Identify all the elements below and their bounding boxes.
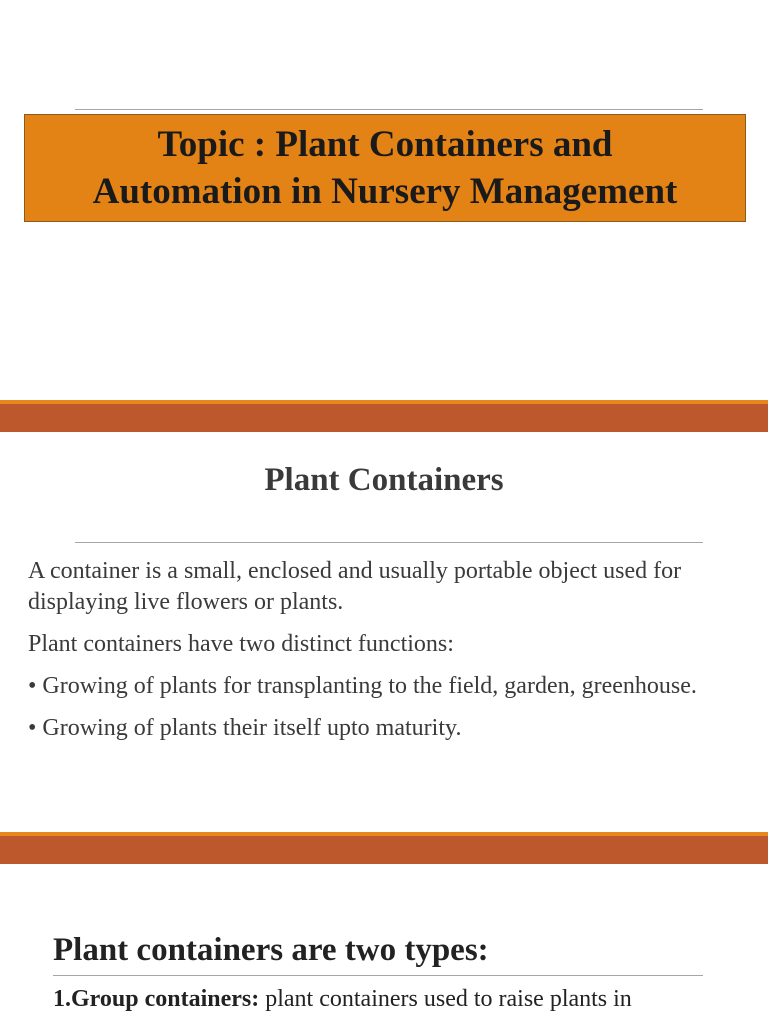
paragraph: Plant containers have two distinct functions: <box>28 631 454 657</box>
slide-title-text: Topic : Plant Containers and Automation in Nursery Management <box>92 124 678 212</box>
slide2-body <box>28 556 728 755</box>
bullet-item: • Growing of plants for transplanting to the field, garden, greenhouse. <box>28 673 697 699</box>
separator-bar <box>0 836 768 864</box>
slide2-rule <box>75 542 703 543</box>
separator-bar <box>0 404 768 432</box>
title-rule <box>75 109 703 110</box>
slide2-heading: Plant Containers <box>264 462 504 498</box>
list-item-text: plant containers used to raise plants in <box>259 986 632 1012</box>
slide3-body <box>53 984 713 1015</box>
slide3-heading: Plant containers are two types: <box>53 932 489 968</box>
slide3-rule <box>53 975 703 976</box>
bullet-item: • Growing of plants their itself upto maturity. <box>28 715 462 741</box>
paragraph: A container is a small, enclosed and usually portable object used for displaying live flowers or plants. <box>28 558 682 615</box>
slide-separator <box>0 400 768 432</box>
title-box <box>24 114 746 222</box>
slide-separator <box>0 832 768 864</box>
slide-title <box>0 0 768 400</box>
list-item-label: 1.Group containers: <box>53 986 260 1012</box>
